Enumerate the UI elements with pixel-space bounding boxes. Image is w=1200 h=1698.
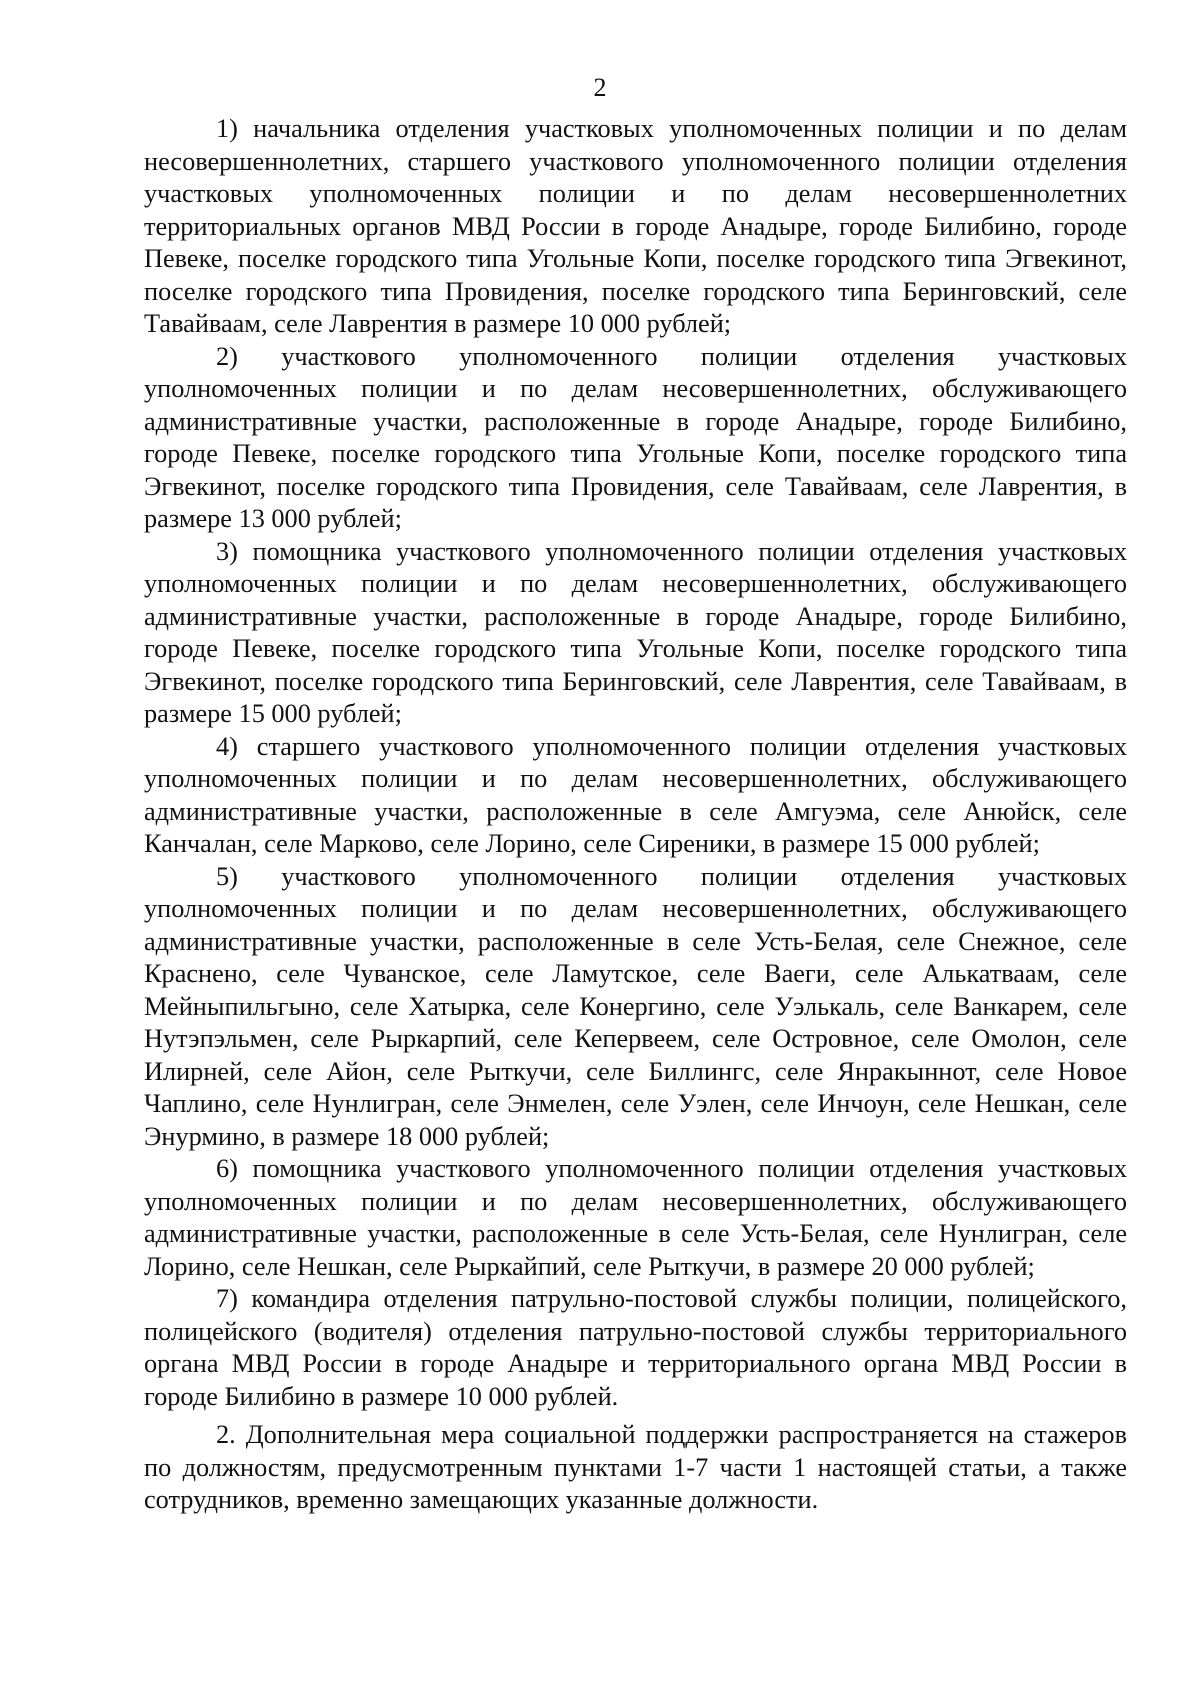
paragraph-part-2: 2. Дополнительная мера социальной поддержки распространяется на стажеров по должностям, предусмотренным пунктами 1-7 части 1 настоящей статьи, а также сотрудников, временно замещающих указанные должности. [144,1420,1127,1514]
paragraph-item-7: 7) командира отделения патрульно-постовой службы полиции, полицейского, полицейского (водителя) отделения патрульно-постовой службы территориального органа МВД России в городе Анадыре и территориального органа МВД России в городе Билибино в размере 10 000 рублей. [144,1284,1127,1411]
paragraph-item-3: 3) помощника участкового уполномоченного полиции отделения участковых уполномоченных полиции и по делам несовершеннолетних, обслуживающего административные участки, расположенные в городе Анадыре, городе Билибино, городе Певеке, поселке городского типа Угольные Копи, поселке городского типа Эгвекинот, поселке городского типа Беринговский, селе Лаврентия, селе Тавайваам, в размере 15 000 рублей; [144,536,1127,728]
page-number: 2 [593,73,607,102]
paragraph-item-2: 2) участкового уполномоченного полиции отделения участковых уполномоченных полиции и по делам несовершеннолетних, обслуживающего административные участки, расположенные в городе Анадыре, городе Билибино, городе Певеке, поселке городского типа Угольные Копи, поселке городского типа Эгвекинот, поселке городского типа Провидения, селе Тавайваам, селе Лаврентия, в размере 13 000 рублей; [144,341,1127,533]
paragraph-item-1: 1) начальника отделения участковых уполномоченных полиции и по делам несовершеннолетних, старшего участкового уполномоченного полиции отделения участковых уполномоченных полиции и по делам несовершеннолетних территориальных органов МВД России в городе Анадыре, городе Билибино, городе Певеке, поселке городского типа Угольные Копи, поселке городского типа Эгвекинот, поселке городского типа Провидения, поселке городского типа Беринговский, селе Тавайваам, селе Лаврентия в размере 10 000 рублей; [144,114,1127,338]
document-body [144,113,1127,1517]
paragraph-item-4: 4) старшего участкового уполномоченного полиции отделения участковых уполномоченных полиции и по делам несовершеннолетних, обслуживающего административные участки, расположенные в селе Амгуэма, селе Анюйск, селе Канчалан, селе Марково, селе Лорино, селе Сиреники, в размере 15 000 рублей; [144,731,1127,858]
paragraph-item-6: 6) помощника участкового уполномоченного полиции отделения участковых уполномоченных полиции и по делам несовершеннолетних, обслуживающего административные участки, расположенные в селе Усть-Белая, селе Нунлигран, селе Лорино, селе Нешкан, селе Рыркайпий, селе Рыткучи, в размере 20 000 рублей; [144,1154,1127,1281]
paragraph-item-5: 5) участкового уполномоченного полиции отделения участковых уполномоченных полиции и по делам несовершеннолетних, обслуживающего административные участки, расположенные в селе Усть-Белая, селе Снежное, селе Краснено, селе Чуванское, селе Ламутское, селе Ваеги, селе Алькатваам, селе Мейныпильгыно, селе Хатырка, селе Конергино, селе Уэлькаль, селе Ванкарем, селе Нутэпэльмен, селе Рыркарпий, селе Кепервеем, селе Островное, селе Омолон, селе Илирней, селе Айон, селе Рыткучи, селе Биллингс, селе Янракыннот, селе Новое Чаплино, селе Нунлигран, селе Энмелен, селе Уэлен, селе Инчоун, селе Нешкан, селе Энурмино, в размере 18 000 рублей; [144,861,1127,1151]
